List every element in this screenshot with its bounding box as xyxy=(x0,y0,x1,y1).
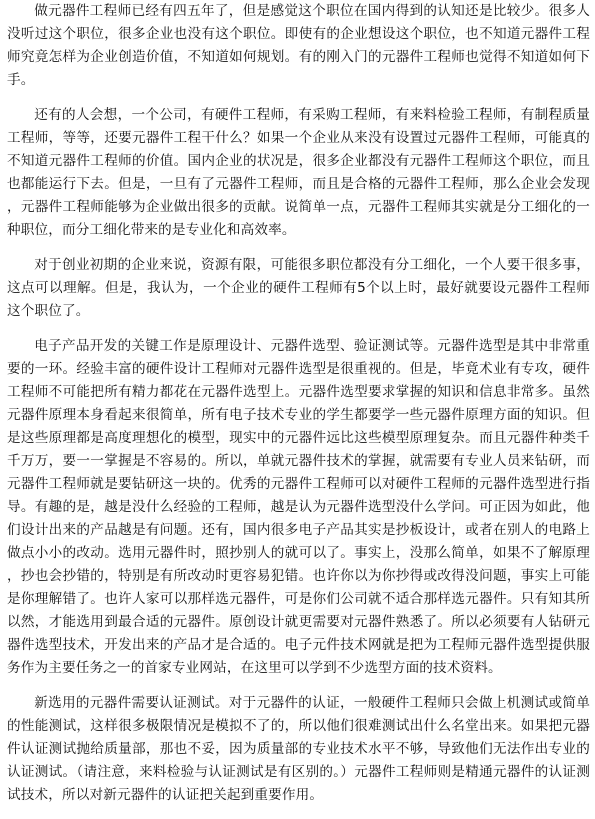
paragraph-1: 做元器件工程师已经有四五年了，但是感觉这个职位在国内得到的认知还是比较少。很多人没听过这个职位，很多企业也没有这个职位。即使有的企业想设这个职位，也不知道元器件工程师究竟怎样为企业创造价值，不知道如何规划。有的刚入门的元器件工程师也觉得不知道如何下手。 xyxy=(7,3,590,88)
paragraph-4: 电子产品开发的关键工作是原理设计、元器件选型、验证测试等。元器件选型是其中非常重要的一环。经验丰富的硬件设计工程师对元器件选型是很重视的。但是，毕竟术业有专攻，硬件工程师不可能把所有精力都花在元器件选型上。元器件选型要求掌握的知识和信息非常多。虽然元器件原理本身看起来很简单，所有电子技术专业的学生都要学一些元器件原理方面的知识。但是这些原理都是高度理想化的模型，现实中的元器件远比这些模型原理复杂。而且元器件种类千千万万，要一一掌握是不容易的。所以，单就元器件技术的掌握，就需要有专业人员来钻研，而元器件工程师就是要钻研这一块的。优秀的元器件工程师可以对硬件工程师的元器件选型进行指导。有趣的是，越是没什么经验的工程师，越是认为元器件选型没什么学问。可正因为如此，他们设计出来的产品越是有问题。还有，国内很多电子产品其实是抄板设计，或者在别人的电路上做点小小的改动。选用元器件时，照抄别人的就可以了。事实上，没那么简单，如果不了解原理，抄也会抄错的，特别是有所改动时更容易犯错。也许你以为你抄得或改得没问题，事实上可能是你理解错了。也许人家可以那样选元器件，可是你们公司就不适合那样选元器件。只有知其所以然，才能选用到最合适的元器件。原创设计就更需要对元器件熟悉了。所以必须要有人钻研元器件选型技术，开发出来的产品才是合适的。电子元件技术网就是把为工程师元器件选型提供服务作为主要任务之一的首家专业网站，在这里可以学到不少选型方面的技术资料。 xyxy=(7,338,590,676)
paragraph-3: 对于创业初期的企业来说，资源有限，可能很多职位都没有分工细化，一个人要干很多事，这点可以理解。但是，我认为，一个企业的硬件工程师有5个以上时，最好就要设元器件工程师这个职位了。 xyxy=(7,257,590,319)
paragraph-5: 新选用的元器件需要认证测试。对于元器件的认证，一般硬件工程师只会做上机测试或简单的性能测试，这样很多极限情况是模拟不了的，所以他们很难测试出什么名堂出来。如果把元器件认证测试抛给质量部，那也不妥，因为质量部的专业技术水平不够，导致他们无法作出专业的认证测试。（请注意，来料检验与认证测试是有区别的。）元器件工程师则是精通元器件的认证测试技术，所以对新元器件的认证把关起到重要作用。 xyxy=(7,695,590,803)
paragraph-2: 还有的人会想，一个公司，有硬件工程师，有采购工程师，有来料检验工程师，有制程质量工程师，等等，还要元器件工程干什么？如果一个企业从来没有设置过元器件工程师，可能真的不知道元器件工程师的价值。国内企业的状况是，很多企业都没有元器件工程师这个职位，而且也都能运行下去。但是，一旦有了元器件工程师，而且是合格的元器件工程师，那么企业会发现，元器件工程师能够为企业做出很多的贡献。说简单一点，元器件工程师其实就是分工细化的一种职位，而分工细化带来的是专业化和高效率。 xyxy=(7,107,590,238)
article-body xyxy=(7,0,590,819)
